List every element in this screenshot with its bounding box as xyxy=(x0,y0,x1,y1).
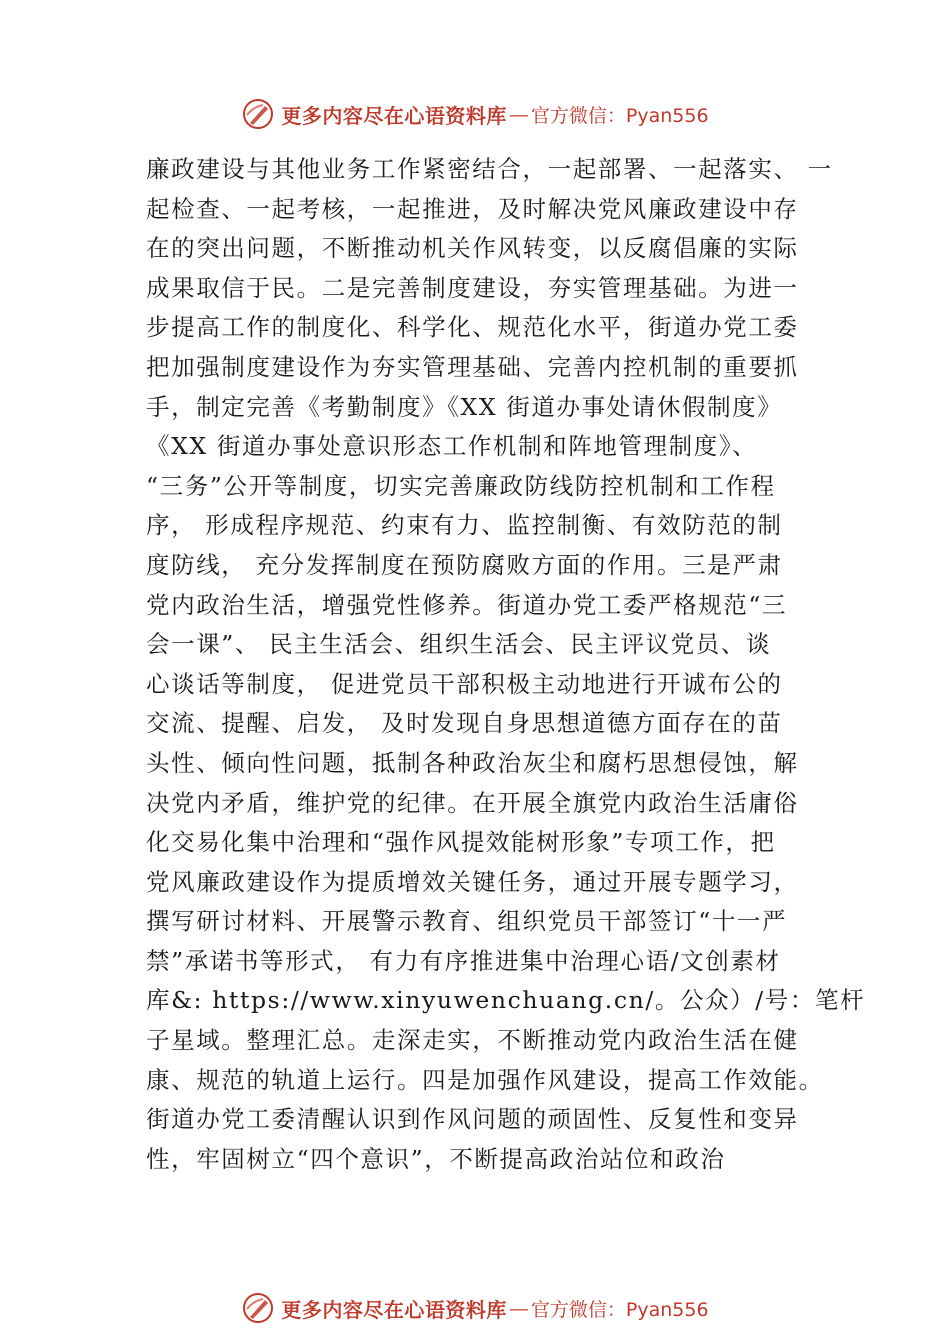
header-banner-title: 更多内容尽在心语资料库 xyxy=(281,103,507,128)
body-line: 交流、提醒、启发， 及时发现自身思想道德方面存在的苗 xyxy=(146,709,783,738)
footer-banner-title: 更多内容尽在心语资料库 xyxy=(281,1297,507,1322)
footer-banner-separator: — xyxy=(508,1296,529,1320)
body-line: 禁”承诺书等形式， 有力有序推进集中治理心语/文创素材 xyxy=(146,946,781,975)
body-line: 手，制定完善《考勤制度》《XX 街道办事处请休假制度》 xyxy=(146,392,783,421)
header-banner xyxy=(0,94,950,134)
body-line: 康、规范的轨道上运行。四是加强作风建设，提高工作效能。 xyxy=(146,1065,824,1094)
body-line: 心谈话等制度， 促进党员干部积极主动地进行开诚布公的 xyxy=(146,669,783,698)
pen-logo-icon xyxy=(241,1291,275,1325)
body-line: 会一课”、 民主生活会、组织生活会、民主评议党员、谈 xyxy=(146,630,772,659)
body-line: 决党内矛盾，维护党的纪律。在开展全旗党内政治生活庸俗 xyxy=(146,788,799,817)
body-line: 序， 形成程序规范、约束有力、监控制衡、有效防范的制 xyxy=(146,511,783,540)
body-line: 化交易化集中治理和“强作风提效能树形象”专项工作，把 xyxy=(146,828,776,857)
header-banner-separator: — xyxy=(508,102,529,126)
pen-logo-icon xyxy=(241,97,275,131)
body-line: 在的突出问题，不断推动机关作风转变，以反腐倡廉的实际 xyxy=(146,234,799,263)
footer-banner xyxy=(0,1288,950,1328)
body-line: 党风廉政建设作为提质增效关键任务，通过开展专题学习， xyxy=(146,867,799,896)
body-line: 《XX 街道办事处意识形态工作机制和阵地管理制度》、 xyxy=(146,432,758,461)
body-line: 头性、倾向性问题，抵制各种政治灰尘和腐朽思想侵蚀，解 xyxy=(146,748,799,777)
body-line: 度防线， 充分发挥制度在预防腐败方面的作用。三是严肃 xyxy=(146,550,783,579)
body-line: 街道办党工委清醒认识到作风问题的顽固性、反复性和变异 xyxy=(146,1105,799,1134)
body-line: 成果取信于民。二是完善制度建设，夯实管理基础。为进一 xyxy=(146,273,799,302)
header-banner-wechat: 官方微信：Pyan556 xyxy=(530,104,709,127)
body-line: 性，牢固树立“四个意识”，不断提高政治站位和政治 xyxy=(146,1144,726,1173)
body-line: 子星域。整理汇总。走深走实，不断推动党内政治生活在健 xyxy=(146,1026,799,1055)
body-line: “三务”公开等制度，切实完善廉政防线防控机制和工作程 xyxy=(146,471,776,500)
body-line: 撰写研讨材料、开展警示教育、组织党员干部签订“十一严 xyxy=(146,907,788,936)
body-line: 库&: https://www.xinyuwenchuang.cn/。公众）/号：笔杆 xyxy=(146,986,866,1015)
body-line: 廉政建设与其他业务工作紧密结合，一起部署、一起落实、 一 xyxy=(146,155,833,183)
body-line: 党内政治生活，增强党性修养。街道办党工委严格规范“三 xyxy=(146,590,788,619)
footer-banner-wechat: 官方微信：Pyan556 xyxy=(530,1298,709,1321)
body-line: 起检查、一起考核，一起推进，及时解决党风廉政建设中存 xyxy=(146,194,799,223)
document-body xyxy=(146,150,866,1179)
body-line: 步提高工作的制度化、科学化、规范化水平，街道办党工委 xyxy=(146,313,799,342)
body-line: 把加强制度建设作为夯实管理基础、完善内控机制的重要抓 xyxy=(146,352,799,381)
